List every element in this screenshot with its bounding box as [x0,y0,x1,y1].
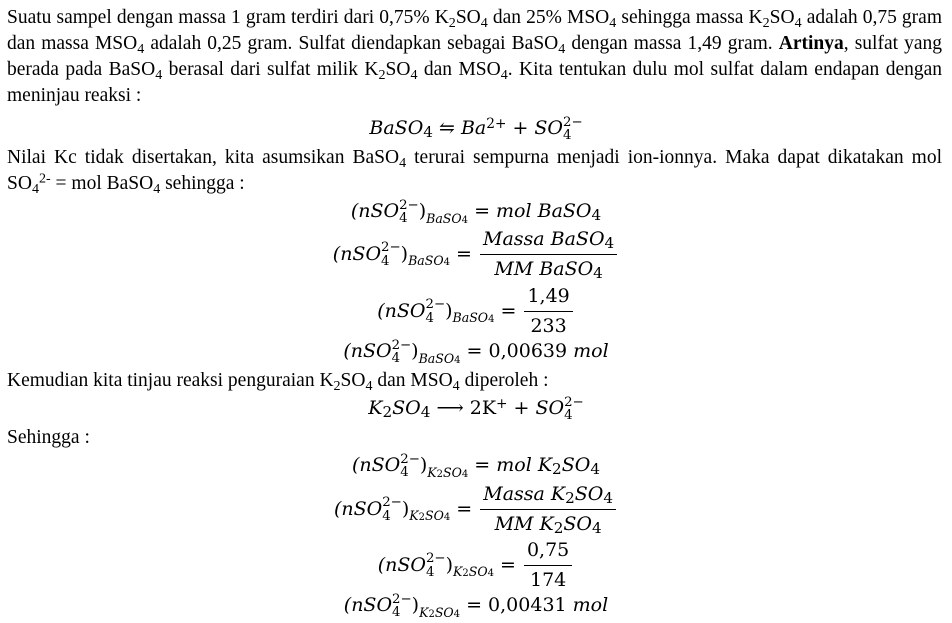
assumption-paragraph: Nilai Kc tidak disertakan, kita asumsikan BaSO$_4$ terurai sempurna menjadi ion-ionnya. Maka dapat dikatakan mol $SO_4^{2-}$ = mol BaSO$_4$ sehingga : [7,147,942,197]
baso4-mol-equation-2: (nSO 2− 4 )$_{BaSO4}$ = $\frac{\text{Massa BaSO4}}{\text{MM BaSO4}}$ [0,228,952,282]
baso4-dissociation-equation: BaSO4 ⇋ $Ba^{2+}$ + SO 2− 4 [369,114,583,143]
decomposition-intro-text: Kemudian kita tinjau reaksi penguraian $K_2SO_4$ dan $MSO_4$ diperoleh : [7,370,549,394]
k2so4-mol-equation-2: (nSO 2− 4 )$_{K2SO4}$ = $\frac{\text{Massa K2SO4}}{\text{MM K2SO4}}$ [0,483,952,537]
intro-paragraph: Suatu sampel dengan massa 1 gram terdiri dari 0,75% $K_2SO_4$ dan 25% $MSO_4$ sehingga massa $K_2SO_4$ adalah 0,75 gram dan massa $MSO_4$ adalah 0,25 gram. Sulfat diendapkan sebagai BaSO$_4$ dengan massa 1,49 gram. Artinya, sulfat yang berada pada BaSO$_4$ berasal dari sulfat milik $K_2SO_4$ dan $MSO_4$. Kita tentukan dulu mol sulfat dalam endapan dengan meninjau reaksi : [7,7,943,106]
k2so4-mol-result: (nSO 2− 4 )$_{K2SO4} = 0,00431$ mol [343,591,609,620]
baso4-mol-equation-3: (nSO 2− 4 )$_{BaSO4}$ = $\frac{1,49}{233}$ [0,285,952,339]
k2so4-mol-equation-3: (nSO 2− 4 )$_{K2SO4}$ = $\frac{0,75}{174}$ [0,539,952,593]
bold-artinya: Artinya [778,33,844,54]
k2so4-decomposition-equation: K2SO4 ⟶ 2K+ + SO 2− 4 [368,394,584,423]
baso4-mol-equation-1: (nSO 2− 4 )$_{BaSO4}$ = mol BaSO4 [350,197,602,226]
k2so4-mol-equation-1: (nSO 2− 4 )$_{K2SO4}$ = mol K2SO4 [352,451,600,480]
baso4-mol-result: (nSO 2− 4 )$_{BaSO4} = 0,00639$ mol [343,337,609,366]
sehingga-text: Sehingga : [7,427,90,448]
